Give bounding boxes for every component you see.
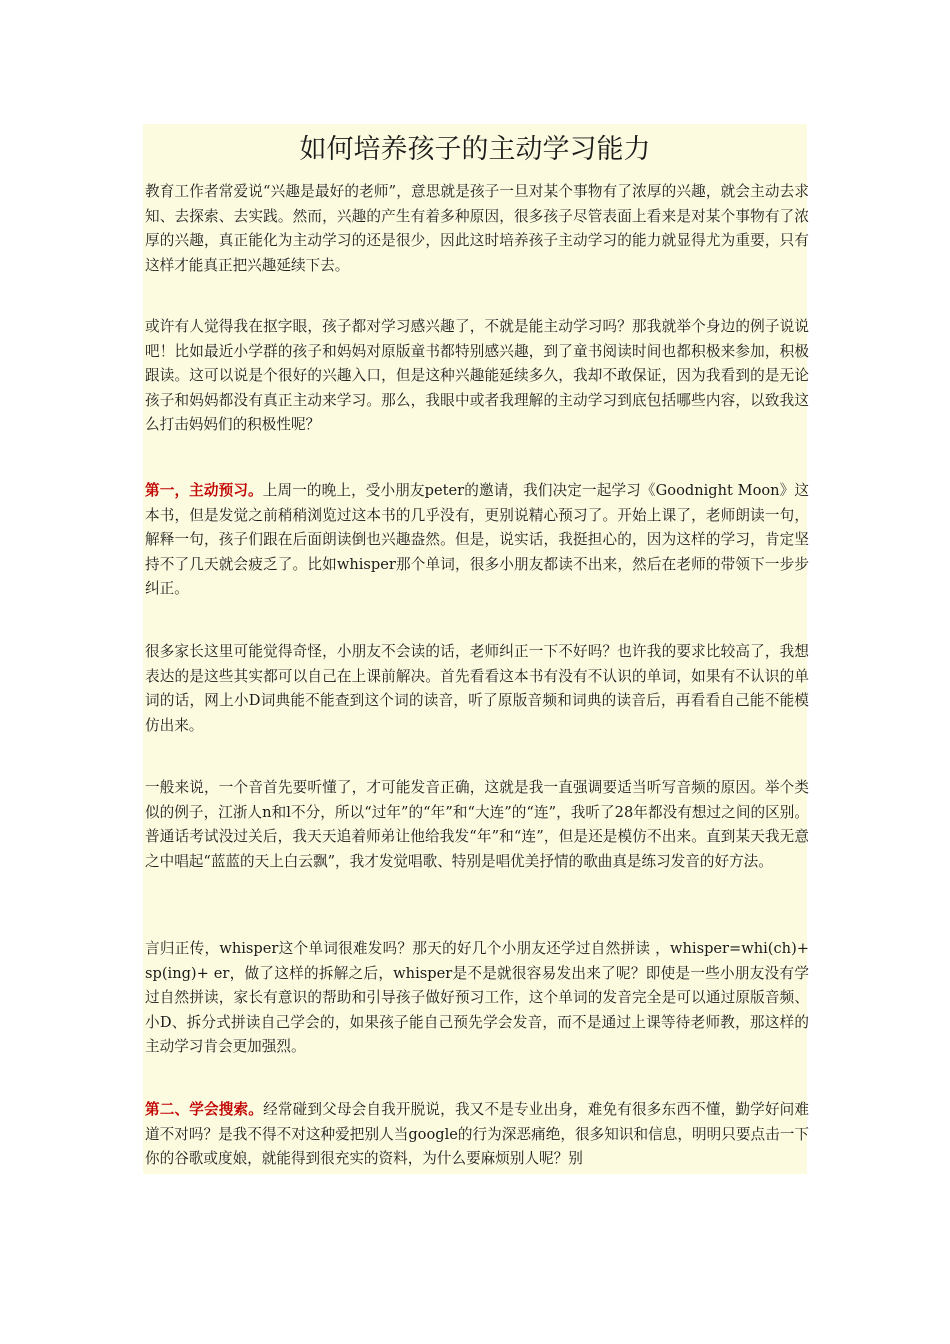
- paragraph-point-one: [145, 479, 809, 602]
- paragraph-text: 一般来说，一个音首先要听懂了，才可能发音正确，这就是我一直强调要适当听写音频的原因。举个类似的例子，江浙人n和l不分，所以“过年”的“年”和“大连”的“连”，我听了28年都没有想过之间的区别。普通话考试没过关后，我天天追着师弟让他给我发“年”和“连”，但是还是模仿不出来。直到某天我无意之中唱起“蓝蓝的天上白云飘”，我才发觉唱歌、特别是唱优美抒情的歌曲真是练习发音的好方法。: [145, 779, 809, 870]
- paragraph-pronunciation: [145, 776, 809, 874]
- paragraph-example: [145, 315, 809, 438]
- paragraph-text: 言归正传，whisper这个单词很难发吗？那天的好几个小朋友还学过自然拼读 ，whisper=whi(ch)+ sp(ing)+ er，做了这样的拆解之后，whisper是不是就很容易发出来了呢？即使是一些小朋友没有学过自然拼读，家长有意识的帮助和引导孩子做好预习工作，这个单词的发音完全是可以通过原版音频、小D、拆分式拼读自己学会的，如果孩子能自己预先学会发音，而不是通过上课等待老师教，那这样的主动学习肯会更加强烈。: [145, 940, 809, 1056]
- paragraph-point-two: [145, 1098, 809, 1172]
- paragraph-text: 或许有人觉得我在抠字眼，孩子都对学习感兴趣了，不就是能主动学习吗？那我就举个身边的例子说说吧！比如最近小学群的孩子和妈妈对原版童书都特别感兴趣，到了童书阅读时间也都积极来参加，积极跟读。这可以说是个很好的兴趣入口，但是这种兴趣能延续多久，我却不敢保证，因为我看到的是无论孩子和妈妈都没有真正主动来学习。那么，我眼中或者我理解的主动学习到底包括哪些内容，以致我这么打击妈妈们的积极性呢？: [145, 318, 809, 434]
- section-heading-search: 第二、学会搜索。: [145, 1101, 264, 1118]
- document-title: 如何培养孩子的主动学习能力: [299, 134, 651, 165]
- paragraph-text: 上周一的晚上，受小朋友peter的邀请，我们决定一起学习《Goodnight Moon》这本书，但是发觉之前稍稍浏览过这本书的几乎没有，更别说精心预习了。开始上课了，老师朗读一句，解释一句，孩子们跟在后面朗读倒也兴趣盎然。但是，说实话，我挺担心的，因为这样的学习，肯定坚持不了几天就会疲乏了。比如whisper那个单词，很多小朋友都读不出来，然后在老师的带领下一步步纠正。: [145, 482, 809, 598]
- paragraph-whisper: [145, 937, 809, 1060]
- paragraph-text: 教育工作者常爱说“兴趣是最好的老师”，意思就是孩子一旦对某个事物有了浓厚的兴趣，就会主动去求知、去探索、去实践。然而，兴趣的产生有着多种原因，很多孩子尽管表面上看来是对某个事物有了浓厚的兴趣，真正能化为主动学习的还是很少，因此这时培养孩子主动学习的能力就显得尤为重要，只有这样才能真正把兴趣延续下去。: [145, 183, 809, 274]
- section-heading-preview: 第一，主动预习。: [145, 482, 263, 499]
- paragraph-intro: [145, 180, 809, 278]
- paragraph-parents-question: [145, 640, 809, 738]
- paragraph-text: 经常碰到父母会自我开脱说，我又不是专业出身，难免有很多东西不懂，勤学好问难道不对吗？是我不得不对这种爱把别人当google的行为深恶痛绝，很多知识和信息，明明只要点击一下你的谷歌或度娘，就能得到很充实的资料，为什么要麻烦别人呢？别: [145, 1101, 809, 1168]
- paragraph-text: 很多家长这里可能觉得奇怪，小朋友不会读的话，老师纠正一下不好吗？也许我的要求比较高了，我想表达的是这些其实都可以自己在上课前解决。首先看看这本书有没有不认识的单词，如果有不认识的单词的话，网上小D词典能不能查到这个词的读音，听了原版音频和词典的读音后，再看看自己能不能模仿出来。: [145, 643, 809, 734]
